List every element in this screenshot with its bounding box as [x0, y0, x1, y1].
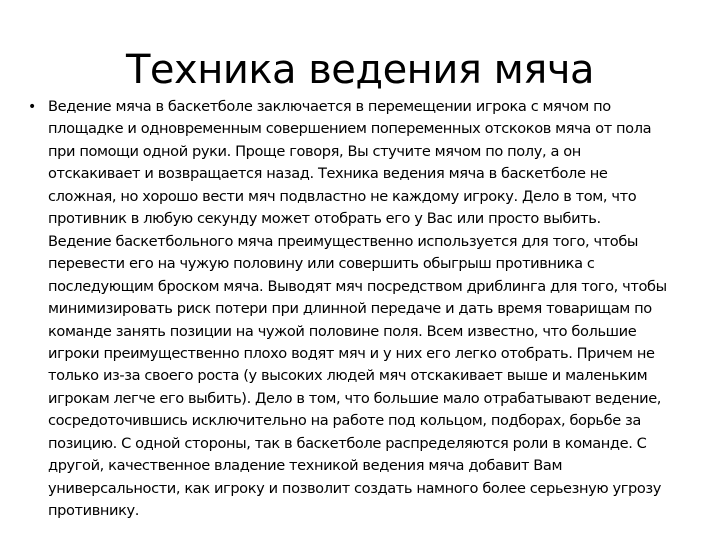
bullet-marker: • [28, 99, 37, 115]
slide-title: Техника ведения мяча [125, 47, 594, 93]
bullet-item [28, 96, 668, 523]
bullet-text: Ведение мяча в баскетболе заключается в перемещении игрока с мячом по площадке и одновременным совершением попеременных отскоков мяча от пола при помощи одной руки. Проще говоря, Вы стучите мячом по полу, а он отскакивает и возвращается назад. Техника ведения мяча в баскетболе не сложная, но хорошо вести мяч подвластно не каждому игроку. Дело в том, что противник в любую секунду может отобрать его у Вас или просто выбить. Ведение баскетбольного мяча преимущественно используется для того, чтобы перевести его на чужую половину или совершить обыгрыш противника с последующим броском мяча. Выводят мяч посредством дриблинга для того, чтобы минимизировать риск потери при длинной передаче и дать время товарищам по команде занять позиции на чужой половине поля. Всем известно, что большие игроки преимущественно плохо водят мяч и у них его легко отобрать. Причем не только из-за своего роста (у высоких людей мяч отскакивает выше и маленьким игрокам легче его выбить). Дело в том, что большие мало отрабатывают ведение, сосредоточившись исключительно на работе под кольцом, подборах, борьбе за позицию. С одной стороны, так в баскетболе распределяются роли в команде. С другой, качественное владение техникой ведения мяча добавит Вам универсальности, как игроку и позволит создать намного более серьезную угрозу противнику. [48, 98, 667, 520]
slide-body [28, 96, 668, 523]
